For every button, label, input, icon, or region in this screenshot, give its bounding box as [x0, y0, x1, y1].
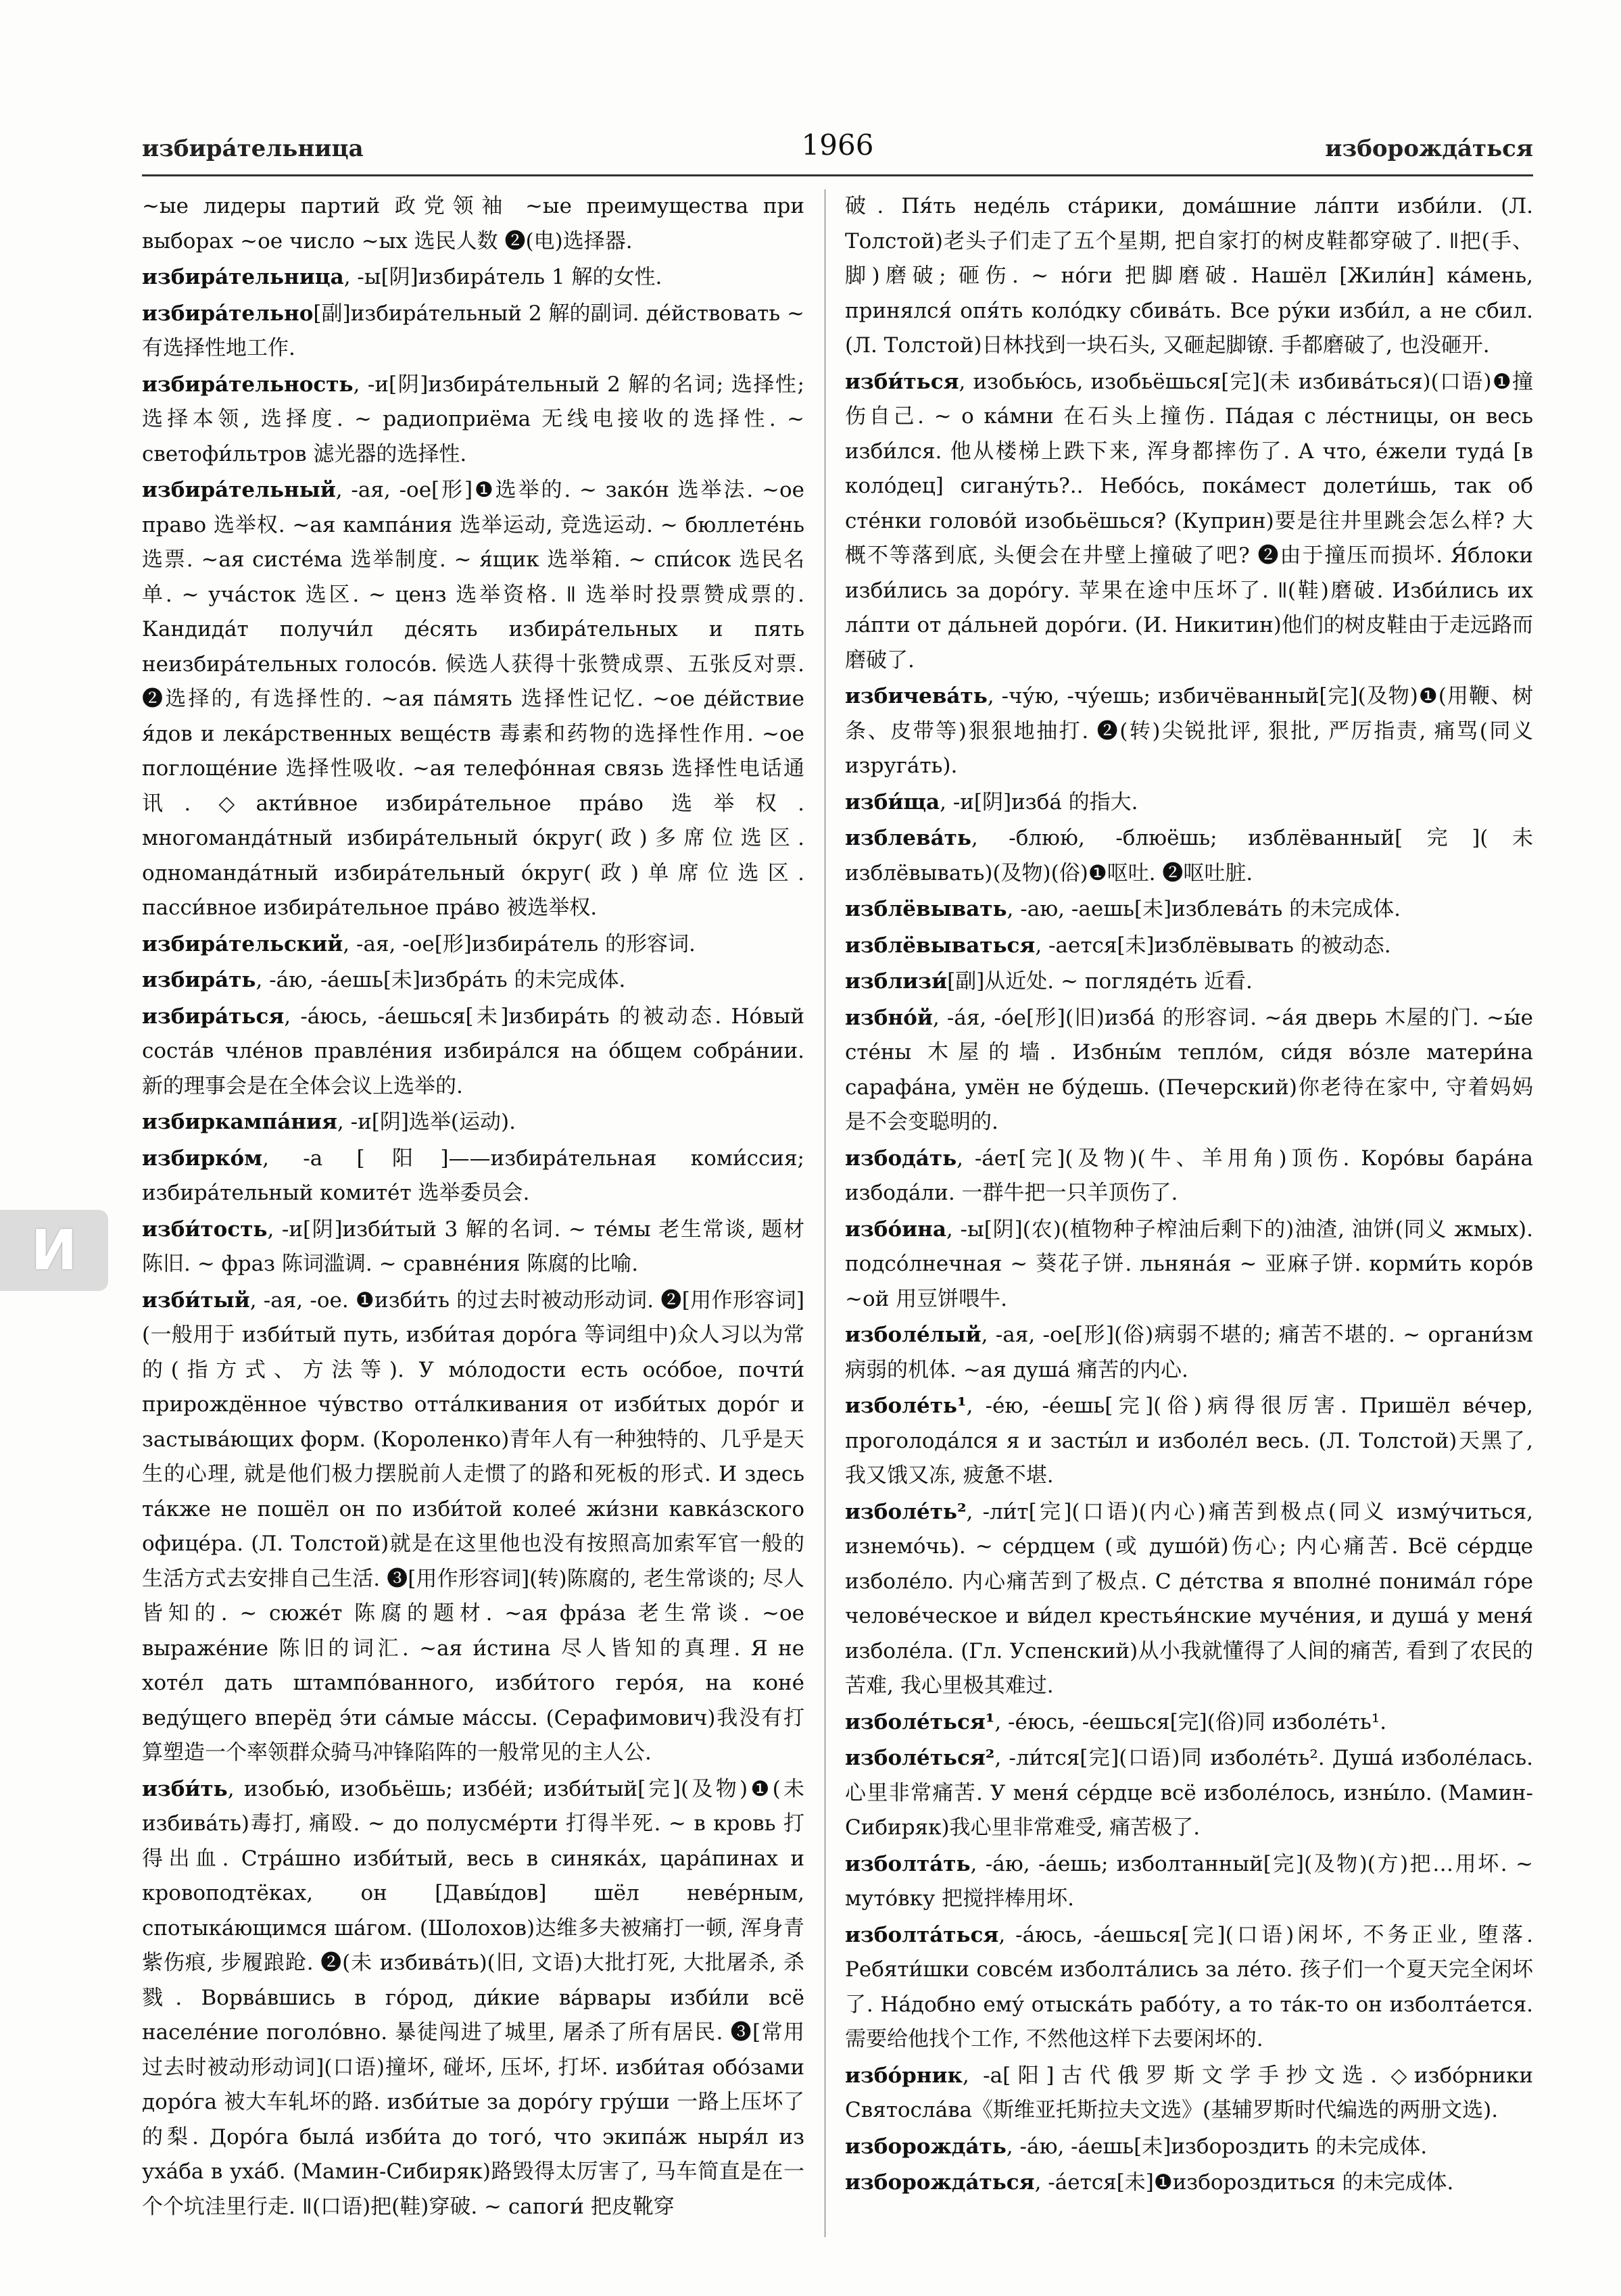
dictionary-entry: [142, 1284, 804, 1771]
right-column: [845, 189, 1533, 2237]
entry-headword: избира́тельный: [142, 478, 336, 502]
entry-headword: изблизи́: [845, 969, 948, 994]
entry-definition: , изобью́сь, изобьёшься[完](未 избива́ться)(口语)❶撞伤自己. ~ о ка́мни 在石头上撞伤. Па́дая с ле́стницы, он весь изби́лся. 他从楼梯上跌下来, 浑身都摔伤了. А что, е́жели туда́ [в коло́дец] сигану́ть?.. Небо́сь, пока́мест долети́шь, так об сте́нки голово́й изобьёшься? (Куприн)要是往井里跳会怎么样? 大概不等落到底, 头便会在井壁上撞破了吧? ❷由于撞压而损坏. Я́блоки изби́лись за доро́гу. 苹果在途中压坏了. ǁ(鞋)磨破. Изби́лись их ла́пти от да́льней доро́ги. (И. Никитин)他们的树皮鞋由于走远路而磨破了.: [845, 369, 1533, 673]
thumb-index-tab[interactable]: И: [0, 1210, 108, 1291]
dictionary-entry: [142, 1213, 804, 1282]
dictionary-entry: [845, 1741, 1533, 1846]
dictionary-entry: [142, 1000, 804, 1104]
dictionary-entry: [845, 1213, 1533, 1317]
entry-definition: , -а́ю, -а́ешь; изболтанный[完](及物)(方)把…用坏. ~ муто́вку 把搅拌棒用坏.: [845, 1851, 1533, 1911]
entry-definition: [副]избира́тельный 2 解的副词. де́йствовать ~ 有选择性地工作.: [142, 301, 804, 360]
entry-definition: , -и[阴]изба́ 的指大.: [940, 789, 1138, 814]
page-header: [142, 128, 1533, 176]
entry-definition: , -е́ю, -е́ешь[完](俗)病得很厉害. Пришёл ве́чер, проголода́лся я и засты́л и изболе́л весь. (Л. Толстой)天黑了, 我又饿又冻, 疲惫不堪.: [845, 1394, 1533, 1488]
entry-definition: , -ая, -ое. ❶изби́ть 的过去时被动形动词. ❷[用作形容词](一般用于 изби́тый путь, изби́тая доро́га 等词组中)众人习以为常的(指方式、方法等). У мо́лодости есть осо́бое, почти́ прирождённое чу́вство отта́лкивания от изби́тых доро́г и застыва́ющих форм. (Короленко)青年人有一种独特的、几乎是天生的心理, 就是他们极力摆脱前人走惯了的路和死板的形式. И здесь та́кже не пошёл он по изби́той колее́ жи́зни кавка́зского офице́ра. (Л. Толстой)就是在这里他也没有按照高加索军官一般的生活方式去安排自己生活. ❸[用作形容词](转)陈腐的, 老生常谈的; 尽人皆知的. ~ сюже́т 陈腐的题材. ~ая фра́за 老生常谈. ~ое выраже́ние 陈旧的词汇. ~ая и́стина 尽人皆知的真理. Я не хоте́л дать штампо́ванного, изби́того геро́я, на коне́ веду́щего вперёд э́ти са́мые ма́ссы. (Серафимович)我没有打算塑造一个率领群众骑马冲锋陷阵的一般常见的主人公.: [142, 1288, 804, 1765]
entry-definition: 破. Пя́ть неде́ль ста́рики, дома́шние ла́пти изби́ли. (Л. Толстой)老头子们走了五个星期, 把自家打的树皮鞋都穿破了. ǁ把(手、脚)磨破; 砸伤. ~ но́ги 把脚磨破. Нашёл [Жили́н] ка́мень, принялся́ опя́ть коло́дку сбива́ть. Все ру́ки изби́л, а не сбил. (Л. Толстой)日林找到一块石头, 又砸起脚镣. 手都磨破了, 也没砸开.: [845, 194, 1533, 358]
entry-definition: , изобью́, изобьёшь; избе́й; изби́тый[完](及物)❶(未 избива́ть)毒打, 痛殴. ~ до полусме́рти 打得半死. ~ в кровь 打得出血. Стра́шно изби́тый, весь в синяка́х, цара́пинах и кровоподтёках, он [Давы́дов] шёл невéрным, спотыка́ющимся ша́гом. (Шолохов)达维多夫被痛打一顿, 浑身青紫伤痕, 步履踉跄. ❷(未 избива́ть)(旧, 文语)大批打死, 大批屠杀, 杀戮. Ворва́вшись в го́род, ди́кие ва́рвары изби́ли всё населе́ние поголо́вно. 暴徒闯进了城里, 屠杀了所有居民. ❸[常用过去时被动形动词](口语)撞坏, 碰坏, 压坏, 打坏. изби́тая обо́зами доро́га 被大车轧坏的路. изби́тые за доро́гу гру́ши 一路上压坏了的梨. Доро́га была́ изби́та до того́, что экипа́ж ныря́л из уха́ба в уха́б. (Мамин-Сибиряк)路毁得太厉害了, 马车简直是在一个个坑洼里行走. ǁ(口语)把(鞋)穿破. ~ сапоги́ 把皮靴穿: [142, 1776, 804, 2219]
entry-headword: избода́ть: [845, 1146, 957, 1171]
dictionary-entry: [142, 368, 804, 472]
entry-definition: , -чу́ю, -чу́ешь; избичёванный[完](及物)❶(用鞭、树条、皮带等)狠狠地抽打. ❷(转)尖锐批评, 狠批, 严厉指责, 痛骂(同义 изруга́ть).: [845, 684, 1533, 778]
dictionary-entry: [845, 2130, 1533, 2165]
header-rule: [142, 174, 1533, 176]
entry-headword: изболе́ть¹: [845, 1394, 967, 1418]
entry-headword: избирко́м: [142, 1146, 263, 1171]
entry-headword: изборожда́ть: [845, 2134, 1007, 2159]
dictionary-entry: [845, 1705, 1533, 1740]
entry-definition: , -и[阴]изби́тый 3 解的名词. ~ те́мы 老生常谈, 题材陈旧. ~ фраз 陈词滥调. ~ сравне́ния 陈腐的比喻.: [142, 1217, 804, 1276]
dictionary-entry: [845, 929, 1533, 964]
entry-definition: , -а́юсь, -а́ешься[未]избира́ть 的被动态. Но́вый соста́в чле́нов правле́ния избира́лся на о́бщем собра́нии. 新的理事会是在全体会议上选举的.: [142, 1004, 804, 1098]
dictionary-entry: [845, 964, 1533, 1000]
page-number: 1966: [801, 128, 874, 162]
entry-headword: избира́ть: [142, 968, 256, 992]
entry-definition: , -а [阳]——избира́тельная коми́ссия; избира́тельный комите́т 选举委员会.: [142, 1146, 804, 1205]
entry-headword: изби́тый: [142, 1288, 250, 1313]
entry-definition: , -а[阳]古代俄罗斯文学手抄文选. ◇избо́рники Святосла́ва《斯维亚托斯拉夫文选》(基辅罗斯时代编选的两册文选).: [845, 2063, 1533, 2122]
dictionary-entry: [845, 2166, 1533, 2201]
entry-definition: , -и[阴]избира́тельный 2 解的名词; 选择性; 选择本领, 选择度. ~ радиоприёма 无线电接收的选择性. ~ светофи́льтров 滤光器的选择性.: [142, 372, 804, 466]
dictionary-entry: [142, 1105, 804, 1140]
entry-headword: изби́ться: [845, 369, 959, 394]
entry-headword: избо́ина: [845, 1217, 946, 1242]
entry-definition: , -ая, -ое[形](俗)病弱不堪的; 痛苦不堪的. ~ органи́зм 病弱的机体. ~ая душа́ 痛苦的内心.: [845, 1323, 1533, 1382]
guide-word-right: изборожда́ться: [1325, 135, 1533, 162]
entry-definition: ~ые лидеры партий 政党领袖 ~ые преимущества при выборах ~ое число ~ых 选民人数 ❷(电)选择器.: [142, 194, 804, 253]
entry-headword: избиркампа́ния: [142, 1110, 337, 1134]
dictionary-entry: [845, 1495, 1533, 1704]
entry-headword: изболта́ть: [845, 1851, 971, 1876]
entry-definition: , -а́юсь, -а́ешься[完](口语)闲坏, 不务正业, 堕落. Ребяти́шки совсе́м изболта́лись за ле́то. 孩子们一个夏天完全闲坏了. На́добно ему́ отыска́ть рабо́ту, а то та́к-то он изболта́ется. 需要给他找个工作, 不然他这样下去要闲坏的.: [845, 1922, 1533, 2051]
entry-definition: , -аю, -аешь[未]изблева́ть 的未完成体.: [1007, 897, 1401, 921]
entry-definition: , -а́ется[未]❶избороздиться 的未完成体.: [1034, 2170, 1454, 2195]
entry-headword: избира́тельность: [142, 372, 354, 397]
entry-headword: изболе́ться²: [845, 1746, 995, 1770]
dictionary-entry: [845, 189, 1533, 364]
entry-definition: [副]从近处. ~ погляде́ть 近看.: [947, 969, 1253, 994]
entry-headword: изблёвывать: [845, 897, 1007, 921]
dictionary-entry: [142, 473, 804, 926]
guide-word-left: избира́тельница: [142, 135, 364, 162]
entry-headword: изболе́ть²: [845, 1499, 967, 1524]
entry-definition: , -ы[阴]избира́тель 1 解的女性.: [343, 265, 662, 289]
dictionary-entry: [142, 189, 804, 259]
entry-headword: изби́тость: [142, 1217, 268, 1242]
entry-headword: изболта́ться: [845, 1922, 999, 1947]
entry-headword: избира́тельский: [142, 931, 343, 956]
entry-definition: , -а́ет[完](及物)(牛、羊用角)顶伤. Коро́вы бара́на избода́ли. 一群牛把一只羊顶伤了.: [845, 1146, 1533, 1205]
dictionary-entry: [142, 1142, 804, 1211]
entry-definition: , -е́юсь, -е́ешься[完](俗)同 изболе́ть¹.: [994, 1709, 1387, 1734]
entry-headword: избира́тельно: [142, 301, 314, 326]
entry-definition: , -ая, -ое[形]избира́тель 的形容词.: [343, 931, 696, 956]
entry-headword: изболе́ться¹: [845, 1709, 995, 1734]
entry-definition: , -и[阴]选举(运动).: [337, 1110, 516, 1134]
entry-headword: изборожда́ться: [845, 2170, 1035, 2195]
entry-headword: изблева́ть: [845, 826, 971, 850]
dictionary-entry: [845, 1001, 1533, 1140]
entry-headword: изби́ть: [142, 1776, 228, 1801]
entry-headword: изблёвываться: [845, 933, 1036, 958]
dictionary-entry: [142, 297, 804, 366]
entry-headword: избо́рник: [845, 2063, 963, 2088]
dictionary-entry: [142, 260, 804, 295]
entry-definition: , -а́ю, -а́ешь[未]избра́ть 的未完成体.: [256, 968, 626, 992]
entry-headword: избно́й: [845, 1005, 933, 1030]
entry-definition: , -ли́тся[完](口语)同 изболе́ть². Душа́ изболе́лась. 心里非常痛苦. У меня́ се́рдце всё изболе́лось, изны́ло. (Мамин-Сибиряк)我心里非常难受, 痛苦极了.: [845, 1746, 1533, 1840]
entry-definition: , -а́ю, -а́ешь[未]избороздить 的未完成体.: [1006, 2134, 1428, 2159]
dictionary-entry: [845, 785, 1533, 821]
dictionary-entry: [845, 1847, 1533, 1917]
left-column: [142, 189, 804, 2237]
dictionary-entry: [142, 963, 804, 998]
entry-definition: , -ли́т[完](口语)(内心)痛苦到极点(同义 изму́читься, изнемо́чь). ~ се́рдцем (或 душо́й)伤心; 内心痛苦. Всё се́рдце изболе́ло. 内心痛苦到了极点. С де́тства я вполне́ понима́л го́ре челове́ческое и ви́дел крестья́нские муче́ния, и душа́ у меня́ изболе́ла. (Гл. Успенский)从小我就懂得了人间的痛苦, 看到了农民的苦难, 我心里极其难过.: [845, 1499, 1533, 1698]
dictionary-entry: [845, 1142, 1533, 1211]
dictionary-entry: [845, 679, 1533, 784]
dictionary-entry: [845, 1318, 1533, 1388]
entry-headword: избичева́ть: [845, 684, 988, 708]
entry-definition: , -ая, -ое[形]❶选举的. ~ зако́н 选举法. ~ое право 选举权. ~ая кампа́ния 选举运动, 竞选运动. ~ бюллете́нь 选票. ~ая систе́ма 选举制度. ~ я́щик 选举箱. ~ спи́сок 选民名单. ~ уча́сток 选区. ~ ценз 选举资格. ǁ 选举时投票赞成票的. Кандида́т получи́л де́сять избира́тельных и пять неизбира́тельных голосо́в. 候选人获得十张赞成票、五张反对票. ❷选择的, 有选择性的. ~ая па́мять 选择性记忆. ~ое де́йствие я́дов и лека́рственных веще́ств 毒素和药物的选择性作用. ~ое поглоще́ние 选择性吸收. ~ая телефо́нная связь 选择性电话通讯. ◇акти́вное избира́тельное пра́во 选举权. многоманда́тный избира́тельный о́круг(政)多席位选区. одноманда́тный избира́тельный о́круг(政)单席位选区. пасси́вное избира́тельное пра́во 被选举权.: [142, 478, 804, 920]
entry-definition: , -ается[未]изблёвывать 的被动态.: [1035, 933, 1391, 958]
dictionary-entry: [845, 2059, 1533, 2128]
dictionary-entry: [142, 927, 804, 962]
dictionary-entry: [845, 1918, 1533, 2057]
dictionary-entry: [845, 1389, 1533, 1494]
dictionary-entry: [142, 1772, 804, 2225]
entry-definition: , -а́я, -о́е[形](旧)изба́ 的形容词. ~а́я дверь 木屋的门. ~ы́е сте́ны 木屋的墙. Избны́м тепло́м, си́дя во́зле матери́на сарафа́на, умён не бу́дешь. (Печерский)你老待在家中, 守着妈妈是不会变聪明的.: [845, 1005, 1533, 1134]
entry-headword: изби́ща: [845, 789, 940, 814]
entry-headword: избира́ться: [142, 1004, 285, 1029]
entry-definition: , -ы[阴](农)(植物种子榨油后剩下的)油渣, 油饼(同义 жмых). подсо́лнечная ~ 葵花子饼. льняна́я ~ 亚麻子饼. корми́ть коро́в ~ой 用豆饼喂牛.: [845, 1217, 1533, 1311]
entry-headword: избира́тельница: [142, 265, 344, 289]
dictionary-entry: [845, 365, 1533, 679]
entry-definition: , -блюю́, -блюёшь; изблёванный[完](未 изблёвывать)(及物)(俗)❶呕吐. ❷呕吐脏.: [845, 826, 1533, 885]
dictionary-entry: [845, 821, 1533, 891]
entry-headword: изболе́лый: [845, 1323, 982, 1347]
dictionary-entry: [845, 892, 1533, 927]
